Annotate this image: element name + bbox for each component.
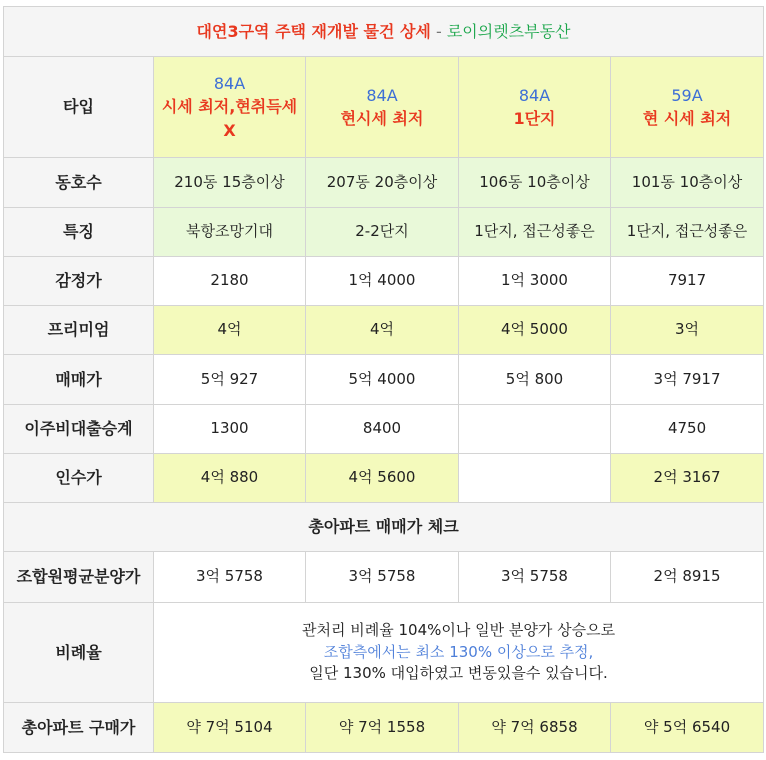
type-cell [611,57,764,158]
row-label-type: 타입 [4,57,154,158]
member-price-cell: 3억 5758 [154,552,306,603]
section-title: 총아파트 매매가 체크 [4,503,764,552]
row-label-feature: 특징 [4,208,154,257]
total-purchase-cell: 약 7억 6858 [459,703,611,753]
row-label-ratio: 비례율 [4,603,154,703]
total-purchase-cell: 약 5억 6540 [611,703,764,753]
type-cell [306,57,459,158]
total-purchase-cell: 약 7억 5104 [154,703,306,753]
type-desc: 1단지 [513,109,556,128]
type-row [4,57,764,158]
title-separator: - [430,21,447,41]
member-price-cell: 3억 5758 [459,552,611,603]
relocation-loan-cell: 4750 [611,405,764,454]
appraisal-cell: 1억 3000 [459,257,611,306]
row-label-unit: 동호수 [4,158,154,208]
takeover-price-cell [459,454,611,503]
relocation-loan-row [4,405,764,454]
feature-cell: 2-2단지 [306,208,459,257]
ratio-note-line2: 조합측에서는 최소 130% 이상으로 추정, [323,642,594,661]
row-label-premium: 프리미엄 [4,306,154,355]
title-main: 대연3구역 주택 재개발 물건 상세 [196,21,431,41]
sale-price-cell: 3억 7917 [611,355,764,405]
premium-cell: 4억 [306,306,459,355]
sale-price-cell: 5억 927 [154,355,306,405]
ratio-note [154,603,764,703]
row-label-relocation-loan: 이주비대출승계 [4,405,154,454]
row-label-sale-price: 매매가 [4,355,154,405]
row-label-total-purchase: 총아파트 구매가 [4,703,154,753]
type-cell [459,57,611,158]
total-purchase-cell: 약 7억 1558 [306,703,459,753]
feature-cell: 1단지, 접근성좋은 [611,208,764,257]
section-row [4,503,764,552]
member-price-row [4,552,764,603]
takeover-price-cell: 4억 5600 [306,454,459,503]
type-cell [154,57,306,158]
unit-cell: 101동 10층이상 [611,158,764,208]
member-price-cell: 2억 8915 [611,552,764,603]
relocation-loan-cell [459,405,611,454]
premium-row [4,306,764,355]
appraisal-cell: 7917 [611,257,764,306]
premium-cell: 4억 [154,306,306,355]
unit-cell: 210동 15층이상 [154,158,306,208]
feature-cell: 1단지, 접근성좋은 [459,208,611,257]
total-purchase-row [4,703,764,753]
appraisal-cell: 2180 [154,257,306,306]
relocation-loan-cell: 8400 [306,405,459,454]
table-title [4,7,764,57]
feature-row [4,208,764,257]
property-detail-table [3,6,764,753]
takeover-price-row [4,454,764,503]
type-code: 84A [213,74,246,94]
type-code: 84A [518,85,551,105]
ratio-note-line1: 관처리 비례율 104%이나 일반 분양가 상승으로 [302,620,616,639]
member-price-cell: 3억 5758 [306,552,459,603]
sale-price-cell: 5억 4000 [306,355,459,405]
row-label-appraisal: 감정가 [4,257,154,306]
appraisal-row [4,257,764,306]
unit-cell: 106동 10층이상 [459,158,611,208]
sale-price-cell: 5억 800 [459,355,611,405]
sale-price-row [4,355,764,405]
feature-cell: 북항조망기대 [154,208,306,257]
row-label-member-price: 조합원평균분양가 [4,552,154,603]
unit-cell: 207동 20층이상 [306,158,459,208]
type-code: 59A [671,85,703,105]
title-agent: 로이의렛츠부동산 [446,21,571,41]
type-desc: 시세 최저,현취득세X [161,97,298,140]
premium-cell: 3억 [611,306,764,355]
type-desc: 현시세 최저 [340,109,424,128]
takeover-price-cell: 2억 3167 [611,454,764,503]
title-row [4,7,764,57]
ratio-note-line3: 일단 130% 대입하였고 변동있을수 있습니다. [309,664,608,683]
unit-row [4,158,764,208]
ratio-row [4,603,764,703]
type-desc: 현 시세 최저 [642,109,732,128]
takeover-price-cell: 4억 880 [154,454,306,503]
premium-cell: 4억 5000 [459,306,611,355]
relocation-loan-cell: 1300 [154,405,306,454]
row-label-takeover-price: 인수가 [4,454,154,503]
appraisal-cell: 1억 4000 [306,257,459,306]
type-code: 84A [366,85,398,105]
